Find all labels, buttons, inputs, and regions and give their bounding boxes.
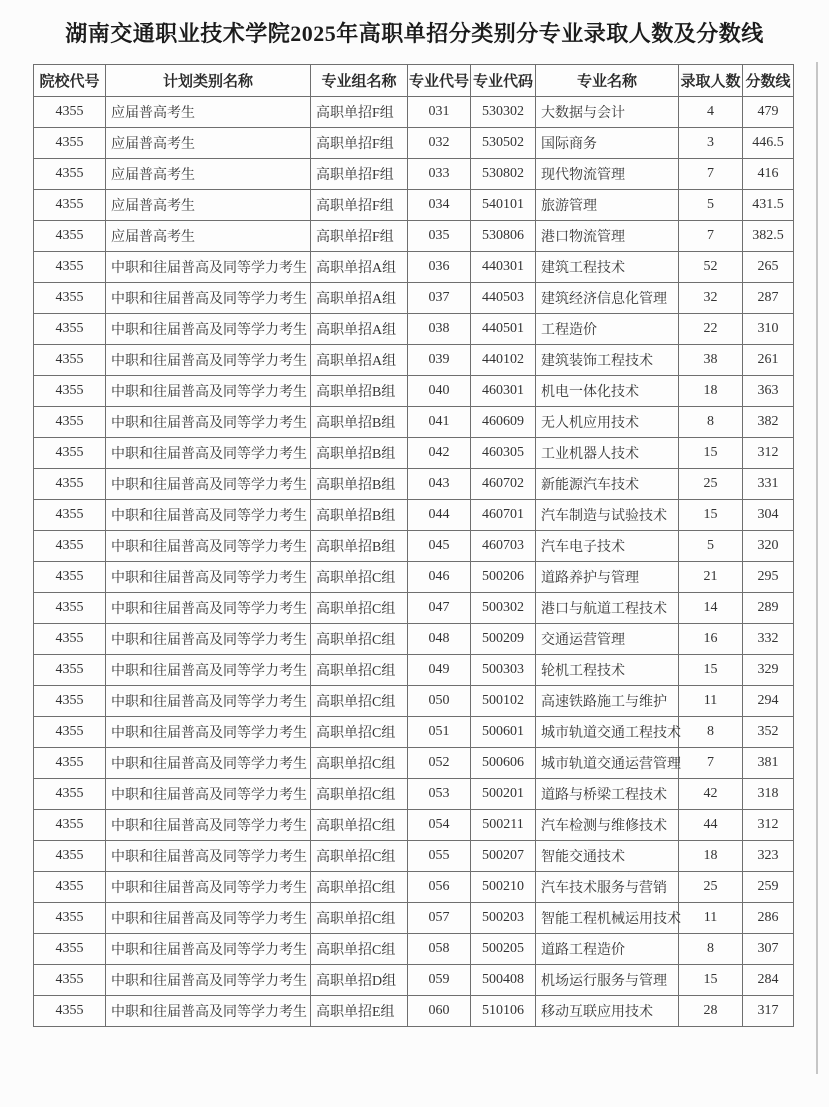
- table-cell: 高职单招C组: [311, 934, 408, 965]
- table-cell: 应届普高考生: [106, 128, 311, 159]
- table-cell: 机场运行服务与管理: [536, 965, 679, 996]
- table-cell: 416: [743, 159, 794, 190]
- table-cell: 294: [743, 686, 794, 717]
- table-cell: 500207: [471, 841, 536, 872]
- table-cell: 265: [743, 252, 794, 283]
- table-cell: 中职和往届普高及同等学力考生: [106, 376, 311, 407]
- table-cell: 21: [679, 562, 743, 593]
- table-cell: 38: [679, 345, 743, 376]
- admission-score-table: [33, 64, 794, 1027]
- table-cell: 500210: [471, 872, 536, 903]
- table-cell: 高职单招C组: [311, 686, 408, 717]
- table-row: [34, 717, 794, 748]
- header-major-name: 专业名称: [536, 65, 679, 97]
- table-cell: 道路养护与管理: [536, 562, 679, 593]
- table-cell: 058: [408, 934, 471, 965]
- table-cell: 4355: [34, 438, 106, 469]
- table-cell: 479: [743, 97, 794, 128]
- table-cell: 4355: [34, 624, 106, 655]
- table-cell: 8: [679, 934, 743, 965]
- table-cell: 036: [408, 252, 471, 283]
- table-cell: 440501: [471, 314, 536, 345]
- table-cell: 机电一体化技术: [536, 376, 679, 407]
- table-cell: 高职单招C组: [311, 810, 408, 841]
- table-cell: 331: [743, 469, 794, 500]
- table-cell: 高职单招B组: [311, 531, 408, 562]
- table-cell: 259: [743, 872, 794, 903]
- table-cell: 高职单招B组: [311, 407, 408, 438]
- table-cell: 高职单招B组: [311, 469, 408, 500]
- table-cell: 交通运营管理: [536, 624, 679, 655]
- table-row: [34, 283, 794, 314]
- table-cell: 高职单招B组: [311, 376, 408, 407]
- table-cell: 中职和往届普高及同等学力考生: [106, 779, 311, 810]
- table-cell: 500206: [471, 562, 536, 593]
- table-cell: 040: [408, 376, 471, 407]
- table-cell: 城市轨道交通工程技术: [536, 717, 679, 748]
- table-cell: 4355: [34, 841, 106, 872]
- table-cell: 汽车检测与维修技术: [536, 810, 679, 841]
- table-cell: 039: [408, 345, 471, 376]
- header-college-code: 院校代号: [34, 65, 106, 97]
- table-cell: 4355: [34, 562, 106, 593]
- table-cell: 310: [743, 314, 794, 345]
- table-cell: 中职和往届普高及同等学力考生: [106, 252, 311, 283]
- table-cell: 应届普高考生: [106, 159, 311, 190]
- table-cell: 中职和往届普高及同等学力考生: [106, 593, 311, 624]
- table-cell: 28: [679, 996, 743, 1027]
- table-cell: 500606: [471, 748, 536, 779]
- table-cell: 4355: [34, 221, 106, 252]
- table-header: [34, 65, 794, 97]
- table-cell: 中职和往届普高及同等学力考生: [106, 965, 311, 996]
- table-cell: 381: [743, 748, 794, 779]
- table-cell: 15: [679, 438, 743, 469]
- table-cell: 高职单招F组: [311, 128, 408, 159]
- table-cell: 4355: [34, 252, 106, 283]
- table-cell: 中职和往届普高及同等学力考生: [106, 655, 311, 686]
- table-cell: 国际商务: [536, 128, 679, 159]
- table-cell: 287: [743, 283, 794, 314]
- table-cell: 4355: [34, 965, 106, 996]
- table-cell: 新能源汽车技术: [536, 469, 679, 500]
- table-cell: 500601: [471, 717, 536, 748]
- table-cell: 高职单招C组: [311, 562, 408, 593]
- table-cell: 高职单招A组: [311, 252, 408, 283]
- table-cell: 中职和往届普高及同等学力考生: [106, 438, 311, 469]
- table-cell: 4355: [34, 655, 106, 686]
- table-cell: 510106: [471, 996, 536, 1027]
- table-cell: 500209: [471, 624, 536, 655]
- table-cell: 382.5: [743, 221, 794, 252]
- table-cell: 431.5: [743, 190, 794, 221]
- table-cell: 446.5: [743, 128, 794, 159]
- table-cell: 中职和往届普高及同等学力考生: [106, 500, 311, 531]
- table-cell: 312: [743, 810, 794, 841]
- table-cell: 4355: [34, 469, 106, 500]
- table-cell: 无人机应用技术: [536, 407, 679, 438]
- header-plan-category: 计划类别名称: [106, 65, 311, 97]
- table-row: [34, 376, 794, 407]
- table-cell: 3: [679, 128, 743, 159]
- table-cell: 中职和往届普高及同等学力考生: [106, 531, 311, 562]
- table-cell: 中职和往届普高及同等学力考生: [106, 283, 311, 314]
- table-cell: 034: [408, 190, 471, 221]
- table-row: [34, 221, 794, 252]
- table-cell: 261: [743, 345, 794, 376]
- table-cell: 港口与航道工程技术: [536, 593, 679, 624]
- header-admitted-count: 录取人数: [679, 65, 743, 97]
- table-cell: 540101: [471, 190, 536, 221]
- table-row: [34, 345, 794, 376]
- table-cell: 中职和往届普高及同等学力考生: [106, 996, 311, 1027]
- table-cell: 037: [408, 283, 471, 314]
- table-cell: 14: [679, 593, 743, 624]
- table-cell: 049: [408, 655, 471, 686]
- table-row: [34, 252, 794, 283]
- table-row: [34, 500, 794, 531]
- table-row: [34, 407, 794, 438]
- table-cell: 建筑工程技术: [536, 252, 679, 283]
- table-cell: 4355: [34, 934, 106, 965]
- table-cell: 4355: [34, 407, 106, 438]
- table-cell: 15: [679, 500, 743, 531]
- table-cell: 中职和往届普高及同等学力考生: [106, 841, 311, 872]
- table-cell: 高职单招C组: [311, 872, 408, 903]
- table-row: [34, 748, 794, 779]
- table-cell: 中职和往届普高及同等学力考生: [106, 469, 311, 500]
- table-cell: 高职单招F组: [311, 159, 408, 190]
- table-row: [34, 841, 794, 872]
- table-cell: 高职单招C组: [311, 655, 408, 686]
- table-row: [34, 903, 794, 934]
- table-cell: 500102: [471, 686, 536, 717]
- table-cell: 500205: [471, 934, 536, 965]
- header-score-line: 分数线: [743, 65, 794, 97]
- table-cell: 高职单招A组: [311, 314, 408, 345]
- table-cell: 高职单招C组: [311, 624, 408, 655]
- table-cell: 320: [743, 531, 794, 562]
- table-row: [34, 624, 794, 655]
- table-cell: 323: [743, 841, 794, 872]
- table-cell: 035: [408, 221, 471, 252]
- table-cell: 7: [679, 748, 743, 779]
- table-cell: 移动互联应用技术: [536, 996, 679, 1027]
- table-cell: 汽车制造与试验技术: [536, 500, 679, 531]
- table-cell: 4355: [34, 686, 106, 717]
- table-cell: 530502: [471, 128, 536, 159]
- table-cell: 382: [743, 407, 794, 438]
- table-cell: 046: [408, 562, 471, 593]
- table-cell: 18: [679, 376, 743, 407]
- table-cell: 4355: [34, 872, 106, 903]
- table-cell: 中职和往届普高及同等学力考生: [106, 407, 311, 438]
- table-cell: 高职单招F组: [311, 190, 408, 221]
- table-cell: 4355: [34, 903, 106, 934]
- table-cell: 中职和往届普高及同等学力考生: [106, 903, 311, 934]
- table-cell: 500211: [471, 810, 536, 841]
- table-cell: 4355: [34, 593, 106, 624]
- table-cell: 332: [743, 624, 794, 655]
- table-cell: 5: [679, 531, 743, 562]
- table-cell: 4355: [34, 283, 106, 314]
- table-cell: 44: [679, 810, 743, 841]
- table-cell: 52: [679, 252, 743, 283]
- table-cell: 中职和往届普高及同等学力考生: [106, 810, 311, 841]
- table-cell: 460702: [471, 469, 536, 500]
- table-row: [34, 965, 794, 996]
- table-cell: 智能工程机械运用技术: [536, 903, 679, 934]
- table-cell: 4355: [34, 779, 106, 810]
- table-row: [34, 128, 794, 159]
- table-cell: 轮机工程技术: [536, 655, 679, 686]
- table-cell: 047: [408, 593, 471, 624]
- table-cell: 高职单招F组: [311, 221, 408, 252]
- table-cell: 工程造价: [536, 314, 679, 345]
- table-cell: 060: [408, 996, 471, 1027]
- table-cell: 中职和往届普高及同等学力考生: [106, 717, 311, 748]
- table-row: [34, 810, 794, 841]
- table-cell: 4355: [34, 159, 106, 190]
- table-row: [34, 686, 794, 717]
- table-row: [34, 996, 794, 1027]
- table-cell: 304: [743, 500, 794, 531]
- table-cell: 032: [408, 128, 471, 159]
- table-cell: 25: [679, 872, 743, 903]
- table-cell: 052: [408, 748, 471, 779]
- table-cell: 智能交通技术: [536, 841, 679, 872]
- table-cell: 高职单招D组: [311, 965, 408, 996]
- table-cell: 500303: [471, 655, 536, 686]
- table-row: [34, 190, 794, 221]
- table-cell: 建筑经济信息化管理: [536, 283, 679, 314]
- table-cell: 500201: [471, 779, 536, 810]
- table-cell: 4355: [34, 531, 106, 562]
- table-cell: 中职和往届普高及同等学力考生: [106, 624, 311, 655]
- table-cell: 043: [408, 469, 471, 500]
- table-cell: 旅游管理: [536, 190, 679, 221]
- table-cell: 500408: [471, 965, 536, 996]
- table-cell: 4355: [34, 97, 106, 128]
- table-cell: 高职单招E组: [311, 996, 408, 1027]
- table-cell: 460703: [471, 531, 536, 562]
- table-cell: 11: [679, 686, 743, 717]
- table-cell: 城市轨道交通运营管理: [536, 748, 679, 779]
- table-cell: 460301: [471, 376, 536, 407]
- table-cell: 高职单招C组: [311, 903, 408, 934]
- table-cell: 051: [408, 717, 471, 748]
- table-cell: 038: [408, 314, 471, 345]
- table-cell: 317: [743, 996, 794, 1027]
- table-cell: 18: [679, 841, 743, 872]
- table-cell: 高职单招A组: [311, 345, 408, 376]
- table-cell: 440503: [471, 283, 536, 314]
- table-row: [34, 531, 794, 562]
- table-cell: 32: [679, 283, 743, 314]
- table-cell: 22: [679, 314, 743, 345]
- table-cell: 4355: [34, 996, 106, 1027]
- table-cell: 4355: [34, 748, 106, 779]
- table-cell: 053: [408, 779, 471, 810]
- table-cell: 4355: [34, 500, 106, 531]
- header-major-code: 专业代码: [471, 65, 536, 97]
- table-cell: 031: [408, 97, 471, 128]
- table-cell: 307: [743, 934, 794, 965]
- table-cell: 大数据与会计: [536, 97, 679, 128]
- table-cell: 中职和往届普高及同等学力考生: [106, 748, 311, 779]
- table-cell: 应届普高考生: [106, 221, 311, 252]
- table-cell: 应届普高考生: [106, 190, 311, 221]
- table-cell: 329: [743, 655, 794, 686]
- table-header-row: [34, 65, 794, 97]
- table-cell: 041: [408, 407, 471, 438]
- table-cell: 059: [408, 965, 471, 996]
- table-cell: 高速铁路施工与维护: [536, 686, 679, 717]
- table-cell: 4: [679, 97, 743, 128]
- table-cell: 4355: [34, 190, 106, 221]
- table-cell: 中职和往届普高及同等学力考生: [106, 686, 311, 717]
- table-cell: 16: [679, 624, 743, 655]
- table-cell: 460305: [471, 438, 536, 469]
- table-cell: 500203: [471, 903, 536, 934]
- table-cell: 460701: [471, 500, 536, 531]
- table-cell: 42: [679, 779, 743, 810]
- table-cell: 4355: [34, 345, 106, 376]
- table-cell: 4355: [34, 376, 106, 407]
- table-cell: 现代物流管理: [536, 159, 679, 190]
- page-title: 湖南交通职业技术学院2025年高职单招分类别分专业录取人数及分数线: [65, 21, 764, 46]
- table-cell: 高职单招B组: [311, 500, 408, 531]
- table-cell: 高职单招C组: [311, 717, 408, 748]
- table-cell: 中职和往届普高及同等学力考生: [106, 872, 311, 903]
- table-cell: 363: [743, 376, 794, 407]
- table-cell: 4355: [34, 810, 106, 841]
- table-cell: 中职和往届普高及同等学力考生: [106, 934, 311, 965]
- table-cell: 高职单招F组: [311, 97, 408, 128]
- table-cell: 033: [408, 159, 471, 190]
- table-cell: 440102: [471, 345, 536, 376]
- table-cell: 7: [679, 159, 743, 190]
- table-cell: 7: [679, 221, 743, 252]
- table-cell: 道路与桥梁工程技术: [536, 779, 679, 810]
- table-row: [34, 655, 794, 686]
- table-row: [34, 159, 794, 190]
- table-cell: 高职单招C组: [311, 841, 408, 872]
- table-row: [34, 934, 794, 965]
- table-cell: 高职单招A组: [311, 283, 408, 314]
- table-cell: 289: [743, 593, 794, 624]
- table-cell: 高职单招C组: [311, 593, 408, 624]
- table-cell: 530302: [471, 97, 536, 128]
- table-row: [34, 469, 794, 500]
- table-cell: 4355: [34, 128, 106, 159]
- table-row: [34, 314, 794, 345]
- table-cell: 应届普高考生: [106, 97, 311, 128]
- table-cell: 500302: [471, 593, 536, 624]
- table-cell: 056: [408, 872, 471, 903]
- table-body: [34, 97, 794, 1027]
- table-cell: 460609: [471, 407, 536, 438]
- table-cell: 054: [408, 810, 471, 841]
- table-cell: 295: [743, 562, 794, 593]
- table-cell: 8: [679, 717, 743, 748]
- table-cell: 高职单招C组: [311, 779, 408, 810]
- table-row: [34, 562, 794, 593]
- table-cell: 汽车技术服务与营销: [536, 872, 679, 903]
- table-cell: 5: [679, 190, 743, 221]
- header-major-number: 专业代号: [408, 65, 471, 97]
- table-cell: 道路工程造价: [536, 934, 679, 965]
- table-cell: 042: [408, 438, 471, 469]
- table-cell: 045: [408, 531, 471, 562]
- table-cell: 4355: [34, 314, 106, 345]
- table-cell: 044: [408, 500, 471, 531]
- table-row: [34, 593, 794, 624]
- table-cell: 11: [679, 903, 743, 934]
- table-cell: 048: [408, 624, 471, 655]
- table-cell: 318: [743, 779, 794, 810]
- header-major-group: 专业组名称: [311, 65, 408, 97]
- table-cell: 港口物流管理: [536, 221, 679, 252]
- table-cell: 530806: [471, 221, 536, 252]
- table-cell: 工业机器人技术: [536, 438, 679, 469]
- page-edge-line: [816, 62, 818, 1074]
- table-cell: 440301: [471, 252, 536, 283]
- table-cell: 汽车电子技术: [536, 531, 679, 562]
- table-cell: 高职单招B组: [311, 438, 408, 469]
- table-cell: 284: [743, 965, 794, 996]
- table-cell: 15: [679, 965, 743, 996]
- table-cell: 055: [408, 841, 471, 872]
- table-cell: 15: [679, 655, 743, 686]
- table-cell: 中职和往届普高及同等学力考生: [106, 562, 311, 593]
- table-cell: 4355: [34, 717, 106, 748]
- table-cell: 312: [743, 438, 794, 469]
- table-row: [34, 779, 794, 810]
- table-cell: 建筑装饰工程技术: [536, 345, 679, 376]
- table-cell: 530802: [471, 159, 536, 190]
- table-cell: 中职和往届普高及同等学力考生: [106, 345, 311, 376]
- table-row: [34, 872, 794, 903]
- table-cell: 中职和往届普高及同等学力考生: [106, 314, 311, 345]
- table-cell: 8: [679, 407, 743, 438]
- table-cell: 057: [408, 903, 471, 934]
- table-row: [34, 97, 794, 128]
- table-row: [34, 438, 794, 469]
- table-cell: 高职单招C组: [311, 748, 408, 779]
- table-cell: 25: [679, 469, 743, 500]
- table-cell: 286: [743, 903, 794, 934]
- table-cell: 050: [408, 686, 471, 717]
- table-cell: 352: [743, 717, 794, 748]
